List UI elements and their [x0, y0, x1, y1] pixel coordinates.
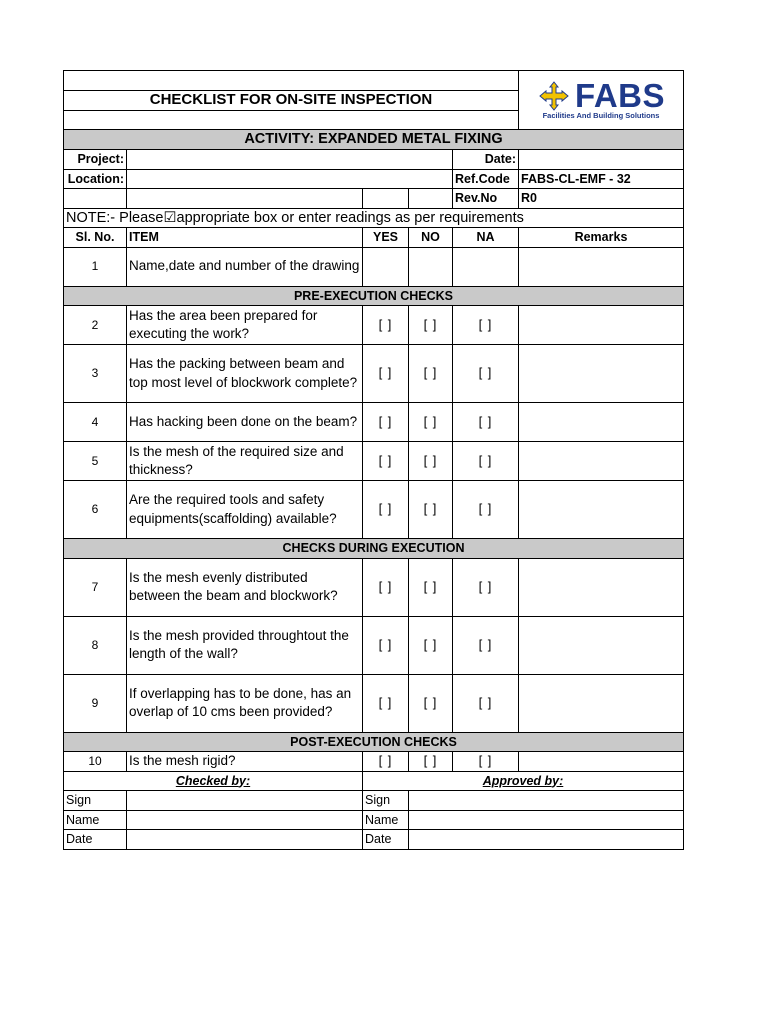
no-checkbox[interactable]: [ ]	[409, 442, 453, 481]
section-row-post	[64, 732, 684, 752]
column-header-row	[64, 228, 684, 248]
row-item-text: Name,date and number of the drawing	[127, 247, 363, 286]
project-field[interactable]	[127, 150, 453, 170]
inspection-checklist-sheet	[63, 70, 683, 850]
na-checkbox[interactable]: [ ]	[453, 345, 519, 403]
no-checkbox[interactable]: [ ]	[409, 481, 453, 539]
row-item-text: Has the area been prepared for executing the work?	[127, 306, 363, 345]
row-number: 5	[64, 442, 127, 481]
logo-wordmark: FABS	[574, 76, 665, 114]
row-item-text: Has the packing between beam and top most level of blockwork complete?	[127, 345, 363, 403]
date-label: Date:	[453, 150, 519, 170]
row-number: 1	[64, 247, 127, 286]
checker-date-field[interactable]	[127, 830, 363, 850]
header-blank-top	[64, 71, 519, 91]
header-blank-bottom	[64, 111, 519, 130]
header-row-top	[64, 71, 684, 91]
na-checkbox[interactable]: [ ]	[453, 306, 519, 345]
location-row	[64, 169, 684, 189]
remarks-cell[interactable]	[519, 306, 684, 345]
col-yes: YES	[363, 228, 409, 248]
checker-sign-field[interactable]	[127, 791, 363, 811]
table-row	[64, 674, 684, 732]
approved-by-label: Approved by:	[363, 771, 684, 791]
location-field[interactable]	[127, 169, 453, 189]
remarks-cell[interactable]	[519, 752, 684, 772]
blank-cell	[127, 189, 363, 209]
table-row	[64, 403, 684, 442]
row-item-text: Has hacking been done on the beam?	[127, 403, 363, 442]
remarks-cell[interactable]	[519, 481, 684, 539]
na-checkbox[interactable]: [ ]	[453, 558, 519, 616]
location-label: Location:	[64, 169, 127, 189]
section-during-execution: CHECKS DURING EXECUTION	[64, 539, 684, 559]
name-label: Name	[64, 810, 127, 830]
table-row	[64, 247, 684, 286]
col-item: ITEM	[127, 228, 363, 248]
remarks-cell[interactable]	[519, 616, 684, 674]
yes-checkbox[interactable]: [ ]	[363, 616, 409, 674]
row-item-text: If overlapping has to be done, has an overlap of 10 cms been provided?	[127, 674, 363, 732]
yes-cell[interactable]	[363, 247, 409, 286]
row-number: 7	[64, 558, 127, 616]
project-label: Project:	[64, 150, 127, 170]
page-title: CHECKLIST FOR ON-SITE INSPECTION	[64, 91, 519, 111]
sign-label: Sign	[64, 791, 127, 811]
row-item-text: Is the mesh provided throughtout the length of the wall?	[127, 616, 363, 674]
note-text: NOTE:- Please☑appropriate box or enter readings as per requirements	[64, 208, 684, 228]
name-label: Name	[363, 810, 409, 830]
row-item-text: Is the mesh evenly distributed between the beam and blockwork?	[127, 558, 363, 616]
row-number: 3	[64, 345, 127, 403]
refcode-value: FABS-CL-EMF - 32	[519, 169, 684, 189]
activity-title: ACTIVITY: EXPANDED METAL FIXING	[64, 130, 684, 150]
row-item-text: Are the required tools and safety equipments(scaffolding) available?	[127, 481, 363, 539]
yes-checkbox[interactable]: [ ]	[363, 442, 409, 481]
yes-checkbox[interactable]: [ ]	[363, 674, 409, 732]
date-field[interactable]	[519, 150, 684, 170]
remarks-cell[interactable]	[519, 558, 684, 616]
section-row-pre	[64, 286, 684, 306]
table-row	[64, 442, 684, 481]
revno-label: Rev.No	[453, 189, 519, 209]
na-cell[interactable]	[453, 247, 519, 286]
table-row	[64, 481, 684, 539]
row-number: 10	[64, 752, 127, 772]
table-row	[64, 616, 684, 674]
table-row	[64, 345, 684, 403]
checker-name-field[interactable]	[127, 810, 363, 830]
yes-checkbox[interactable]: [ ]	[363, 481, 409, 539]
remarks-cell[interactable]	[519, 442, 684, 481]
table-row	[64, 306, 684, 345]
no-checkbox[interactable]: [ ]	[409, 306, 453, 345]
sign-row	[64, 791, 684, 811]
col-remarks: Remarks	[519, 228, 684, 248]
row-number: 4	[64, 403, 127, 442]
fabs-logo	[519, 76, 683, 114]
na-checkbox[interactable]: [ ]	[453, 403, 519, 442]
revno-row	[64, 189, 684, 209]
yes-checkbox[interactable]: [ ]	[363, 306, 409, 345]
name-row	[64, 810, 684, 830]
date-row-label: Date	[363, 830, 409, 850]
row-item-text: Is the mesh of the required size and thickness?	[127, 442, 363, 481]
na-checkbox[interactable]: [ ]	[453, 616, 519, 674]
na-checkbox[interactable]: [ ]	[453, 481, 519, 539]
remarks-cell[interactable]	[519, 403, 684, 442]
row-number: 9	[64, 674, 127, 732]
no-checkbox[interactable]: [ ]	[409, 674, 453, 732]
row-number: 2	[64, 306, 127, 345]
project-row	[64, 150, 684, 170]
no-checkbox[interactable]: [ ]	[409, 752, 453, 772]
section-post-execution: POST-EXECUTION CHECKS	[64, 732, 684, 752]
section-row-during	[64, 539, 684, 559]
approver-date-field[interactable]	[409, 830, 684, 850]
yes-checkbox[interactable]: [ ]	[363, 403, 409, 442]
revno-value: R0	[519, 189, 684, 209]
blank-cell	[409, 189, 453, 209]
no-checkbox[interactable]: [ ]	[409, 403, 453, 442]
approver-sign-field[interactable]	[409, 791, 684, 811]
date-row-label: Date	[64, 830, 127, 850]
col-na: NA	[453, 228, 519, 248]
logo-block	[519, 71, 684, 130]
row-number: 6	[64, 481, 127, 539]
remarks-cell[interactable]	[519, 247, 684, 286]
sign-label: Sign	[363, 791, 409, 811]
table-row	[64, 752, 684, 772]
logo-subtitle: Facilities And Building Solutions	[542, 110, 660, 120]
row-number: 8	[64, 616, 127, 674]
col-no: NO	[409, 228, 453, 248]
section-pre-execution: PRE-EXECUTION CHECKS	[64, 286, 684, 306]
no-checkbox[interactable]: [ ]	[409, 616, 453, 674]
remarks-cell[interactable]	[519, 674, 684, 732]
date-row	[64, 830, 684, 850]
signoff-header-row	[64, 771, 684, 791]
na-checkbox[interactable]: [ ]	[453, 442, 519, 481]
na-checkbox[interactable]: [ ]	[453, 674, 519, 732]
na-checkbox[interactable]: [ ]	[453, 752, 519, 772]
table-row	[64, 558, 684, 616]
remarks-cell[interactable]	[519, 345, 684, 403]
refcode-label: Ref.Code	[453, 169, 519, 189]
no-checkbox[interactable]: [ ]	[409, 558, 453, 616]
note-row	[64, 208, 684, 228]
no-cell[interactable]	[409, 247, 453, 286]
col-sl-no: Sl. No.	[64, 228, 127, 248]
no-checkbox[interactable]: [ ]	[409, 345, 453, 403]
cross-arrows-icon	[537, 81, 571, 111]
activity-row	[64, 130, 684, 150]
yes-checkbox[interactable]: [ ]	[363, 345, 409, 403]
blank-cell	[363, 189, 409, 209]
yes-checkbox[interactable]: [ ]	[363, 752, 409, 772]
checklist-table	[63, 70, 684, 850]
row-item-text: Is the mesh rigid?	[127, 752, 363, 772]
blank-cell	[64, 189, 127, 209]
checked-by-label: Checked by:	[64, 771, 363, 791]
approver-name-field[interactable]	[409, 810, 684, 830]
yes-checkbox[interactable]: [ ]	[363, 558, 409, 616]
